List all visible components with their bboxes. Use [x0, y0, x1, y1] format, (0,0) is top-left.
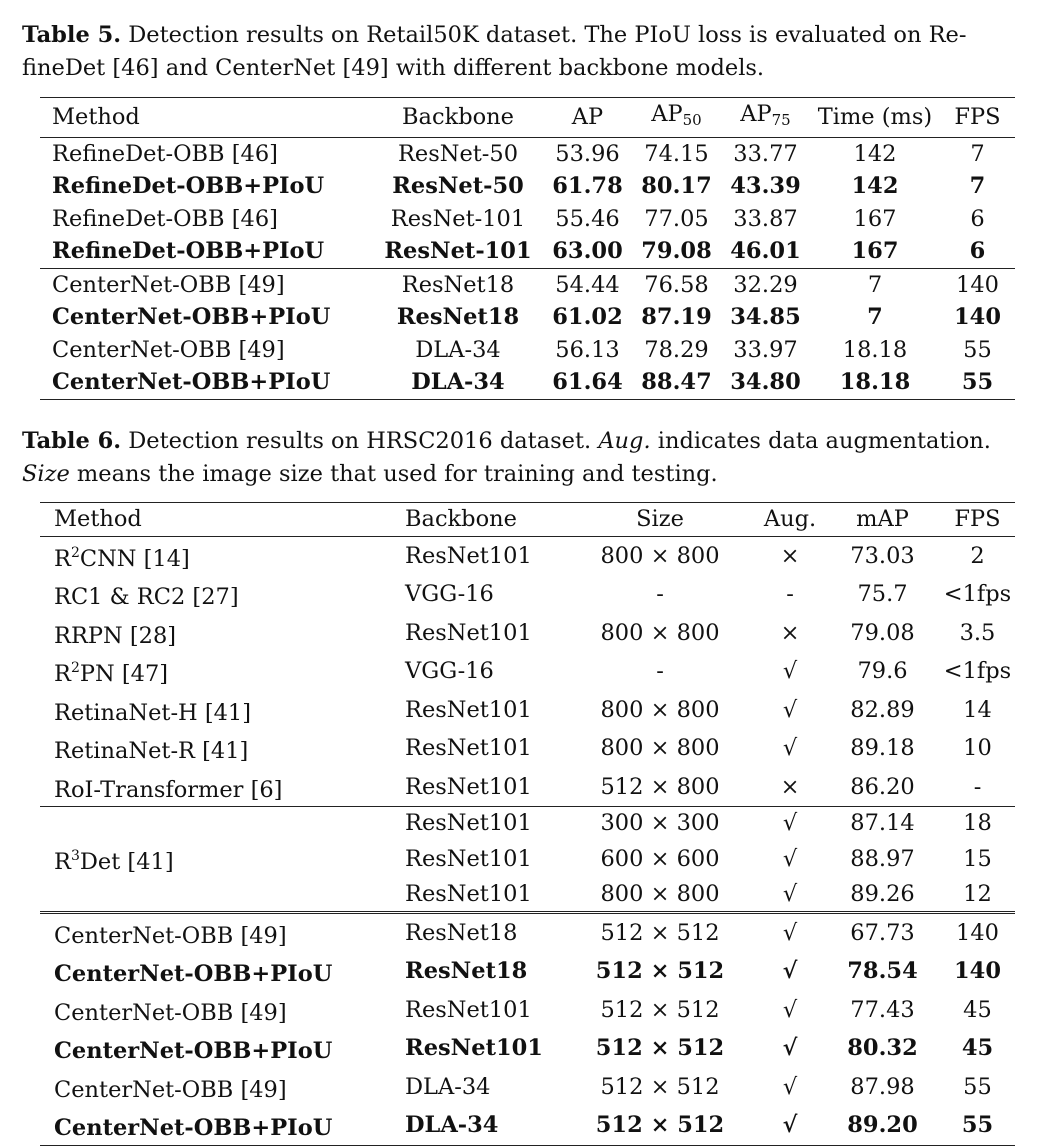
table5-cell-ap: 56.13	[555, 336, 620, 363]
table6-cell-fps: 45	[961, 1035, 994, 1061]
table6-cell-map: 80.32	[847, 1035, 918, 1061]
table-row	[40, 614, 1015, 653]
table6-cell-size: -	[656, 581, 664, 607]
table-row	[40, 301, 1015, 334]
table5-cell-method: RefineDet-OBB [46]	[40, 137, 373, 170]
table6-cell-size: 512 × 512	[600, 996, 720, 1023]
table5-cell-time: 7	[810, 268, 940, 301]
table5-cell-fps: 55	[961, 369, 994, 395]
table6-body	[40, 536, 1015, 1145]
table6-cell-backbone: ResNet101	[405, 619, 532, 646]
table5-cell-time: 142	[810, 137, 940, 170]
table5-header-method: Method	[52, 104, 140, 130]
table5-header-fps: FPS	[954, 104, 1001, 130]
table6-cell-method: RetinaNet-H [41]	[54, 699, 252, 726]
table6-cell-method: $R^2CNN$ [14]	[40, 536, 395, 575]
table5-cell-fps: 140	[954, 304, 1001, 330]
table-row	[40, 729, 1015, 768]
table6-cell-fps: 2	[940, 536, 1015, 575]
table6-cell-map: 67.73	[825, 912, 940, 952]
table6-cell-fps: 18	[940, 807, 1015, 840]
table6-cell-aug: ×	[780, 773, 800, 800]
table6-header-backbone: Backbone	[405, 506, 517, 532]
table-row	[40, 652, 1015, 691]
table6-cell-backbone: ResNet18	[395, 912, 565, 952]
table6-cell-backbone: ResNet101	[405, 845, 532, 872]
table6-cell-backbone: ResNet101	[405, 773, 532, 800]
table6-cell-map: 73.03	[825, 536, 940, 575]
table5-cell-ap75: 32.29	[721, 268, 810, 301]
table6-cell-method: RRPN [28]	[54, 622, 177, 649]
table6-cell-backbone: ResNet101	[405, 1035, 543, 1061]
table5-cell-time: 167	[853, 205, 897, 232]
table5-cell-ap: 61.78	[552, 173, 623, 199]
table6-cell-aug: -	[786, 581, 794, 607]
table5-cell-backbone: ResNet-101	[390, 205, 526, 232]
table6-cell-method: CenterNet-OBB [49]	[40, 912, 395, 952]
table-row	[40, 203, 1015, 236]
table6-cell-method: CenterNet-OBB+PIoU	[54, 1038, 333, 1064]
table6-header-aug: Aug.	[763, 506, 817, 532]
table6-cell-fps: 15	[963, 845, 992, 872]
table5-cell-time: 7	[867, 304, 883, 330]
table6-cell-method	[40, 807, 395, 840]
table-row	[40, 536, 1015, 575]
table-row	[40, 170, 1015, 203]
table5-cell-method: RefineDet-OBB+PIoU	[52, 173, 325, 199]
table6-cell-aug: √	[755, 912, 825, 952]
table-row	[40, 1068, 1015, 1107]
table5	[40, 97, 1015, 400]
table6-cell-method: RetinaNet-R [41]	[54, 738, 249, 764]
table5-cell-ap75: 46.01	[730, 238, 801, 264]
table6-cell-map: 79.08	[850, 619, 915, 646]
table6-cell-method: CenterNet-OBB [49]	[54, 999, 287, 1026]
table6-cell-size: 600 × 600	[600, 845, 720, 872]
table5-cell-method: RefineDet-OBB+PIoU	[52, 238, 325, 264]
table-row	[40, 268, 1015, 301]
table6-header-size: Size	[636, 506, 684, 532]
table6-cell-map: 78.54	[847, 958, 918, 984]
table6-cell-size: -	[656, 658, 664, 684]
table-row	[40, 807, 1015, 840]
table6-caption-text-2: indicates data augmentation.	[650, 428, 991, 454]
table6-cell-method: RoI-Transformer [6]	[54, 776, 283, 803]
table6-cell-size: 512 × 512	[595, 1035, 725, 1061]
table6-label: Table 6.	[22, 428, 122, 454]
table6	[40, 502, 1015, 1146]
table6-cell-backbone: ResNet18	[405, 958, 528, 984]
table5-cell-ap50: 79.08	[641, 238, 712, 264]
table6-cell-method	[40, 878, 395, 912]
table6-cell-fps: 55	[963, 1073, 992, 1100]
table5-cell-fps: 6	[969, 238, 986, 264]
table6-cell-aug: ×	[780, 619, 800, 646]
table5-cell-ap50: 80.17	[641, 173, 712, 199]
table6-cell-backbone: ResNet101	[405, 735, 532, 761]
table6-cell-size: 512 × 512	[600, 1073, 720, 1100]
table6-caption-text: Detection results on HRSC2016 dataset.	[128, 428, 599, 454]
table5-header-ap: AP	[571, 104, 604, 130]
table6-cell-map: 82.89	[850, 696, 915, 723]
table5-cell-backbone: DLA-34	[411, 369, 505, 395]
table5-cell-method: RefineDet-OBB [46]	[52, 205, 278, 232]
table5-cell-method: CenterNet-OBB [49]	[52, 336, 285, 363]
table5-cell-backbone: ResNet-101	[384, 238, 532, 264]
table6-cell-fps: -	[973, 773, 982, 800]
table6-cell-aug: √	[782, 845, 798, 872]
table5-cell-ap: 61.02	[552, 304, 623, 330]
table-row	[40, 878, 1015, 912]
table5-caption-line2: fineDet [46] and CenterNet [49] with different backbone models.	[22, 54, 765, 81]
table6-cell-backbone: ResNet101	[395, 807, 565, 840]
table6-header-method: Method	[54, 506, 142, 532]
table6-header-fps: FPS	[954, 506, 1001, 532]
table5-caption	[22, 19, 1040, 84]
table5-header-row	[40, 98, 1015, 138]
table6-cell-map: 89.18	[850, 735, 915, 761]
table-row	[40, 235, 1015, 268]
table6-cell-fps: 140	[954, 958, 1001, 984]
table6-cell-size: 512 × 800	[600, 773, 720, 800]
table6-cell-backbone: ResNet101	[395, 536, 565, 575]
table-row	[40, 1029, 1015, 1068]
table5-cell-ap50: 77.05	[644, 205, 709, 232]
table5-cell-backbone: DLA-34	[415, 336, 501, 363]
table6-cell-aug: √	[782, 1112, 798, 1138]
table6-cell-backbone: ResNet101	[405, 996, 532, 1023]
table5-cell-ap50: 74.15	[632, 137, 721, 170]
table5-cell-ap: 53.96	[543, 137, 632, 170]
table6-cell-fps: 3.5	[959, 619, 996, 646]
table6-caption-size: Size	[22, 460, 70, 487]
table5-cell-ap75: 33.87	[733, 205, 798, 232]
table-row	[40, 366, 1015, 399]
table5-cell-ap75: 33.77	[721, 137, 810, 170]
table6-cell-aug: ×	[755, 536, 825, 575]
table5-cell-backbone: ResNet-50	[373, 137, 543, 170]
table5-cell-ap: 61.64	[552, 369, 623, 395]
table5-cell-fps: 6	[970, 205, 985, 232]
table5-cell-ap75: 33.97	[733, 336, 798, 363]
table5-cell-ap50: 87.19	[641, 304, 712, 330]
table6-cell-aug: √	[782, 735, 798, 761]
table6-cell-method: RC1 & RC2 [27]	[54, 584, 239, 610]
table6-cell-aug: √	[782, 658, 798, 684]
table6-cell-aug: √	[782, 996, 798, 1023]
table6-cell-backbone: ResNet101	[405, 881, 532, 907]
table5-cell-fps: 55	[963, 336, 992, 363]
table6-cell-backbone: DLA-34	[405, 1112, 499, 1138]
table6-cell-method: $R^2PN$ [47]	[54, 660, 169, 687]
table-row	[40, 768, 1015, 807]
table-row	[40, 575, 1015, 614]
table5-header-time: Time (ms)	[817, 104, 933, 130]
table5-cell-method: CenterNet-OBB+PIoU	[52, 369, 331, 395]
table6-cell-method: CenterNet-OBB+PIoU	[54, 961, 333, 987]
table5-caption-line1: Detection results on Retail50K dataset. The PIoU loss is evaluated on Re-	[128, 22, 967, 48]
table6-cell-size: 512 × 512	[595, 1112, 725, 1138]
table6-cell-aug: √	[782, 1073, 798, 1100]
table6-cell-fps: 140	[940, 912, 1015, 952]
table6-cell-map: 87.98	[850, 1073, 915, 1100]
table6-cell-map: 87.14	[825, 807, 940, 840]
table6-cell-size: 512 × 512	[595, 958, 725, 984]
table6-cell-size: 512 × 512	[565, 912, 755, 952]
table6-cell-map: 75.7	[857, 581, 908, 607]
table5-cell-method: CenterNet-OBB [49]	[40, 268, 373, 301]
table6-cell-map: 89.26	[850, 881, 915, 907]
table5-header-backbone: Backbone	[402, 104, 514, 130]
table6-caption-text-3: means the image size that used for training and testing.	[69, 460, 718, 487]
table-row	[40, 840, 1015, 879]
table5-cell-ap50: 78.29	[644, 336, 709, 363]
table5-cell-ap: 63.00	[552, 238, 623, 264]
table6-cell-aug: √	[782, 1035, 798, 1061]
table-row	[40, 691, 1015, 730]
table5-label: Table 5.	[22, 22, 122, 48]
table6-cell-size: 800 × 800	[565, 536, 755, 575]
table6-header-row	[40, 503, 1015, 537]
table5-cell-backbone: ResNet-50	[392, 173, 524, 199]
table6-cell-size: 800 × 800	[600, 619, 720, 646]
table5-header-ap75: $AP_{75}$	[740, 101, 791, 129]
table6-cell-map: 88.97	[850, 845, 915, 872]
table6-caption	[22, 425, 1040, 490]
table5-cell-ap75: 43.39	[730, 173, 801, 199]
table5-cell-fps: 7	[940, 137, 1015, 170]
table6-cell-fps: 45	[963, 996, 992, 1023]
table5-cell-ap: 54.44	[543, 268, 632, 301]
table6-cell-map: 77.43	[850, 996, 915, 1023]
table5-cell-fps: 140	[940, 268, 1015, 301]
table6-cell-fps: 10	[963, 735, 992, 761]
table6-cell-backbone: ResNet101	[405, 696, 532, 723]
table5-cell-time: 18.18	[839, 369, 911, 395]
table6-caption-aug: Aug.	[598, 428, 651, 454]
table6-cell-method: CenterNet-OBB [49]	[54, 1076, 287, 1103]
table6-cell-fps: <1fps	[943, 581, 1012, 607]
table6-cell-fps: 55	[961, 1112, 994, 1138]
table5-cell-time: 167	[851, 238, 899, 264]
table5-cell-time: 142	[851, 173, 899, 199]
table5-cell-backbone: ResNet18	[373, 268, 543, 301]
table6-cell-backbone: VGG-16	[405, 658, 494, 684]
table5-cell-ap75: 34.80	[730, 369, 801, 395]
table5-cell-ap50: 88.47	[641, 369, 712, 395]
table6-cell-backbone: VGG-16	[405, 581, 494, 607]
table6-header-map: mAP	[856, 506, 909, 532]
table6-cell-size: 300 × 300	[565, 807, 755, 840]
table-row	[40, 952, 1015, 991]
table5-cell-method: CenterNet-OBB+PIoU	[52, 304, 331, 330]
table5-header-ap50: $AP_{50}$	[651, 101, 702, 129]
table6-cell-aug: √	[782, 696, 798, 723]
table5-body	[40, 137, 1015, 399]
table5-cell-ap75: 34.85	[730, 304, 801, 330]
table-row	[40, 991, 1015, 1030]
table6-cell-aug: √	[782, 881, 798, 907]
table-row	[40, 137, 1015, 170]
table6-cell-method: CenterNet-OBB+PIoU	[54, 1115, 333, 1141]
table6-cell-aug: √	[782, 958, 798, 984]
table5-cell-ap: 55.46	[555, 205, 620, 232]
table-row	[40, 912, 1015, 952]
table6-cell-map: 89.20	[847, 1112, 918, 1138]
table6-cell-fps: 12	[963, 881, 992, 907]
table6-cell-size: 800 × 800	[600, 696, 720, 723]
table5-cell-fps: 7	[969, 173, 986, 199]
table6-cell-size: 800 × 800	[600, 735, 720, 761]
table6-cell-fps: 14	[963, 696, 992, 723]
table-row	[40, 1106, 1015, 1145]
table6-cell-fps: <1fps	[943, 658, 1012, 684]
table6-cell-aug: √	[755, 807, 825, 840]
table6-cell-map: 79.6	[857, 658, 908, 684]
table6-cell-backbone: DLA-34	[405, 1073, 491, 1100]
table6-cell-map: 86.20	[850, 773, 915, 800]
table5-cell-backbone: ResNet18	[396, 304, 520, 330]
table5-cell-ap50: 76.58	[632, 268, 721, 301]
table-row	[40, 334, 1015, 367]
table5-cell-time: 18.18	[842, 336, 908, 363]
table6-cell-size: 800 × 800	[600, 881, 720, 907]
table6-cell-method: $R^3Det$ [41]	[54, 847, 174, 875]
